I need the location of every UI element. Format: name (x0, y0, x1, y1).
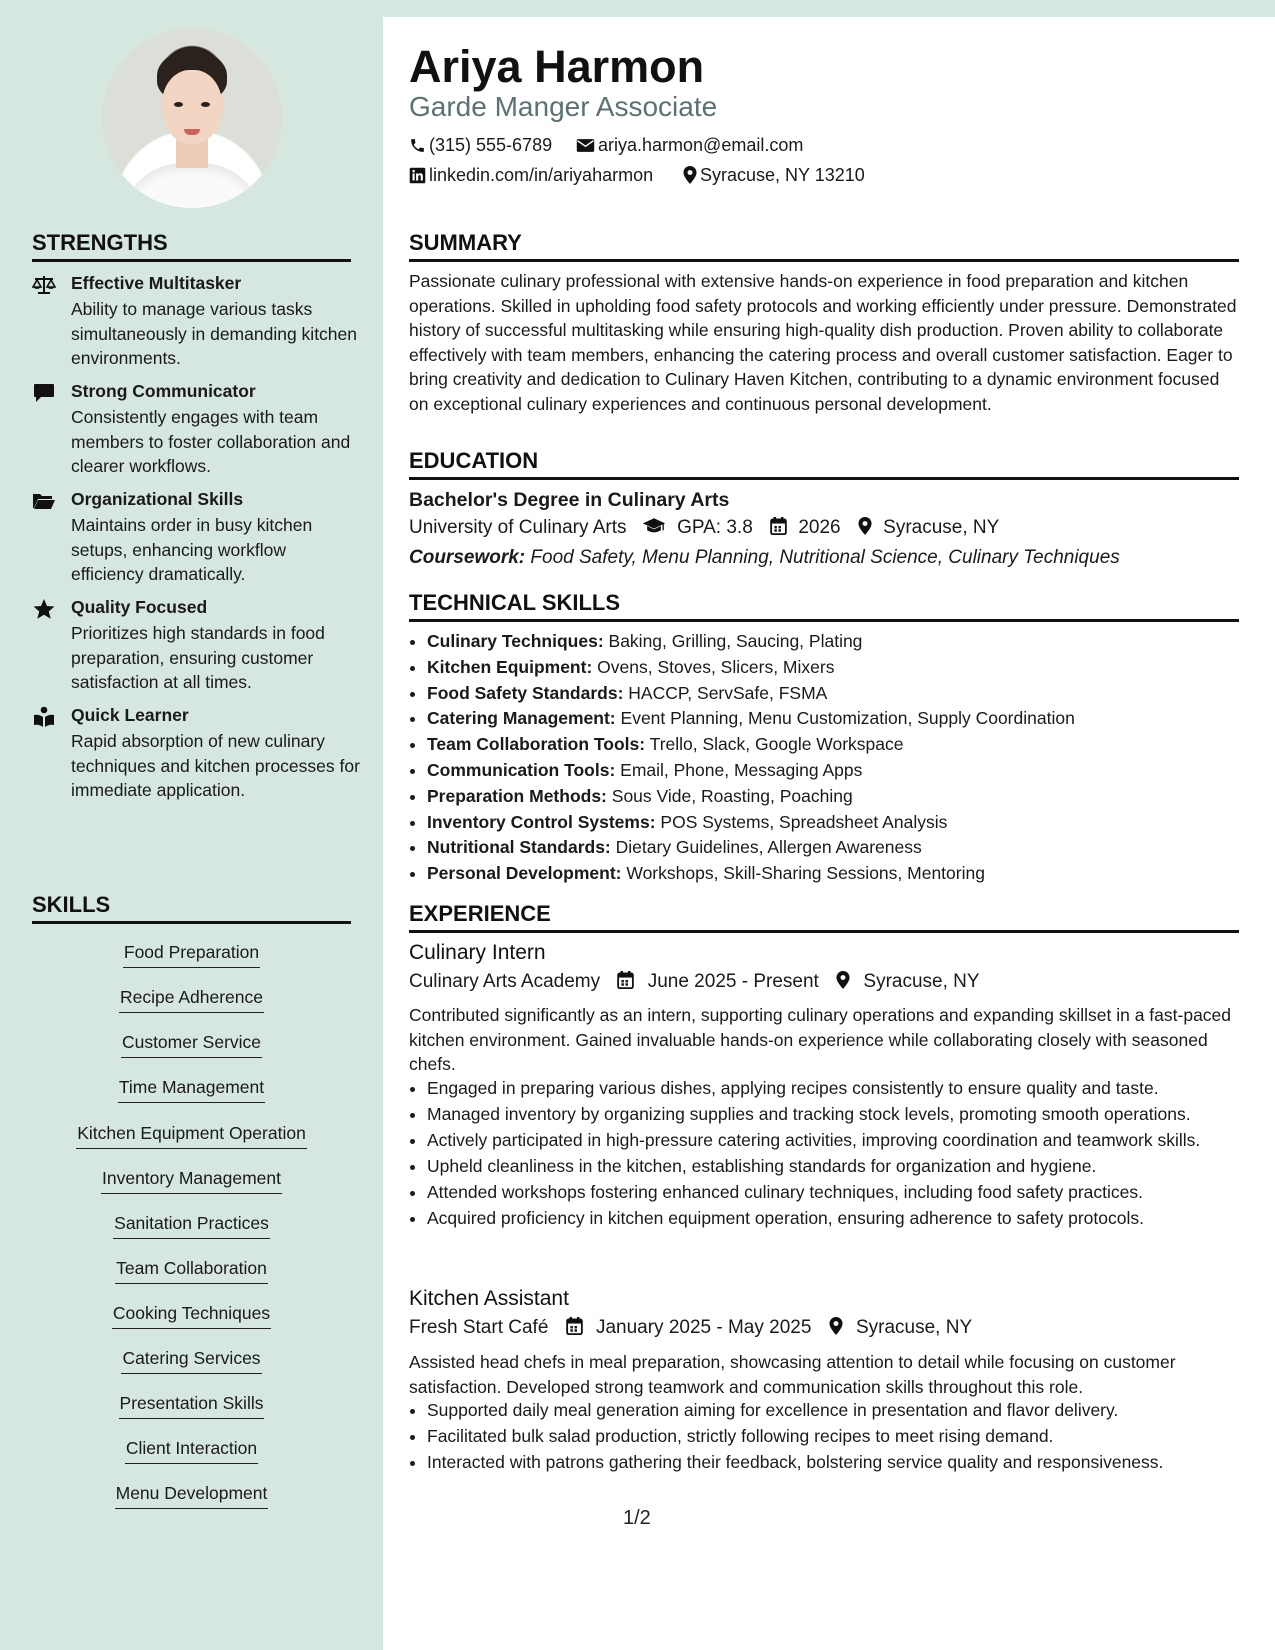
coursework-list: Food Safety, Menu Planning, Nutritional Science, Culinary Techniques (530, 547, 1120, 568)
strength-description: Ability to manage various tasks simultaneously in demanding kitchen environments. (71, 299, 357, 368)
main-content (383, 17, 1275, 1650)
page-number: 1/2 (623, 1507, 651, 1529)
job-bullets (409, 1398, 1239, 1476)
list-item: • Engaged in preparing various dishes, applying recipes consistently to ensure quality and taste. (427, 1076, 1239, 1100)
calendar-icon (770, 517, 787, 535)
skill-tag: Catering Services (30, 1348, 353, 1374)
company-name: Fresh Start Café (409, 1317, 549, 1338)
star-icon (32, 598, 56, 620)
school-name: University of Culinary Arts (409, 517, 627, 538)
job-bullets (409, 1076, 1239, 1232)
skill-tag: Team Collaboration (30, 1258, 353, 1284)
job-details (409, 1317, 972, 1339)
list-item: • Attended workshops fostering enhanced culinary techniques, including food safety practices. (427, 1180, 1239, 1204)
skill-tag: Food Preparation (30, 942, 353, 968)
job-role: Garde Manger Associate (409, 91, 718, 122)
strength-description: Maintains order in busy kitchen setups, enhancing workflow efficiency dramatically. (71, 515, 313, 584)
education-heading: EDUCATION (409, 448, 1239, 480)
strength-description: Rapid absorption of new culinary techniques and kitchen processes for immediate application. (71, 731, 360, 800)
strength-title: Organizational Skills (71, 489, 244, 509)
degree-title: Bachelor's Degree in Culinary Arts (409, 489, 730, 511)
education-location: Syracuse, NY (883, 517, 1000, 538)
folder-open-icon (32, 490, 56, 512)
map-pin-icon (683, 166, 697, 184)
list-item: • Upheld cleanliness in the kitchen, establishing standards for organization and hygiene. (427, 1154, 1239, 1178)
list-item: • Culinary Techniques: Baking, Grilling, Saucing, Plating (427, 629, 1239, 655)
skill-tag: Kitchen Equipment Operation (30, 1123, 353, 1149)
job-summary: Assisted head chefs in meal preparation, showcasing attention to detail while focusing on customer satisfaction. Developed strong teamwork and communication skills throughout this role. (409, 1352, 1176, 1397)
phone-contact[interactable]: (315) 555-6789 (409, 135, 552, 156)
list-item: • Acquired proficiency in kitchen equipment operation, ensuring adherence to safety protocols. (427, 1206, 1239, 1230)
summary-heading: SUMMARY (409, 230, 1239, 262)
coursework (409, 547, 1120, 569)
strength-title: Quick Learner (71, 705, 189, 725)
linkedin-icon (409, 167, 426, 184)
list-item: • Catering Management: Event Planning, Menu Customization, Supply Coordination (427, 706, 1239, 732)
list-item: • Inventory Control Systems: POS Systems, Spreadsheet Analysis (427, 810, 1239, 836)
skills-heading: SKILLS (32, 892, 351, 924)
company-name: Culinary Arts Academy (409, 971, 601, 992)
skill-tag: Presentation Skills (30, 1393, 353, 1419)
calendar-icon (566, 1317, 583, 1335)
strength-title: Effective Multitasker (71, 273, 242, 293)
graduation-year: 2026 (798, 517, 841, 538)
skill-tag: Customer Service (30, 1032, 353, 1058)
balance-scale-icon (32, 274, 56, 296)
list-item: • Actively participated in high-pressure catering activities, improving coordination and teamwork skills. (427, 1128, 1239, 1152)
coursework-label: Coursework: (409, 547, 526, 568)
job-title: Kitchen Assistant (409, 1287, 569, 1310)
graduation-cap-icon (642, 517, 666, 535)
phone-icon (409, 137, 426, 154)
envelope-icon (576, 137, 595, 154)
job-details (409, 971, 980, 993)
location-contact: Syracuse, NY 13210 (683, 165, 865, 186)
linkedin-contact[interactable]: linkedin.com/in/ariyaharmon (409, 165, 653, 186)
skill-tag: Client Interaction (30, 1438, 353, 1464)
candidate-name: Ariya Harmon (409, 41, 705, 92)
speech-bubble-icon (32, 382, 56, 404)
list-item: • Team Collaboration Tools: Trello, Slack, Google Workspace (427, 732, 1239, 758)
calendar-icon (617, 971, 634, 989)
summary-text: Passionate culinary professional with extensive hands-on experience in food preparation and kitchen operations. Skilled in upholding food safety protocols and working efficiently under pressure. Demonstrated history of successful multitasking while ensuring high-quality dish production. Proven ability to collaborate effectively with team members, enhancing the catering process and overall customer satisfaction. Eager to bring creativity and dedication to Culinary Haven Kitchen, contributing to a dynamic environment focused on exceptional culinary experiences and continuous personal development. (409, 271, 1237, 414)
skill-tag: Recipe Adherence (30, 987, 353, 1013)
strength-title: Quality Focused (71, 597, 208, 617)
list-item: • Managed inventory by organizing supplies and tracking stock levels, promoting smooth operations. (427, 1102, 1239, 1126)
job-summary: Contributed significantly as an intern, supporting culinary operations and expanding skillset in a fast-paced kitchen environment. Gained invaluable hands-on experience while collaborating closely with seasoned chefs. (409, 1005, 1232, 1074)
job-location: Syracuse, NY (855, 1317, 973, 1338)
email-contact[interactable]: ariya.harmon@email.com (576, 135, 803, 156)
strength-description: Prioritizes high standards in food preparation, ensuring customer satisfaction at all times. (71, 623, 325, 692)
job-location: Syracuse, NY (863, 971, 980, 992)
list-item: • Supported daily meal generation aiming for excellence in presentation and flavor delivery. (427, 1398, 1239, 1422)
job-title: Culinary Intern (409, 941, 546, 964)
list-item: • Personal Development: Workshops, Skill-Sharing Sessions, Mentoring (427, 861, 1239, 887)
job-dates: January 2025 - May 2025 (595, 1317, 812, 1338)
strength-description: Consistently engages with team members to foster collaboration and clearer workflows. (71, 407, 351, 476)
strength-title: Strong Communicator (71, 381, 256, 401)
skill-tag: Menu Development (30, 1483, 353, 1509)
sidebar (0, 0, 383, 1650)
strengths-heading: STRENGTHS (32, 230, 351, 262)
list-item: • Facilitated bulk salad production, strictly following recipes to meet rising demand. (427, 1424, 1239, 1448)
map-pin-icon (836, 971, 850, 989)
technical-skills-list (409, 629, 1239, 887)
book-reader-icon (32, 706, 56, 728)
skill-tag: Inventory Management (30, 1168, 353, 1194)
list-item: • Nutritional Standards: Dietary Guidelines, Allergen Awareness (427, 835, 1239, 861)
skill-tag: Cooking Techniques (30, 1303, 353, 1329)
map-pin-icon (858, 517, 872, 535)
experience-heading: EXPERIENCE (409, 901, 1239, 933)
skill-tag: Sanitation Practices (30, 1213, 353, 1239)
list-item: • Communication Tools: Email, Phone, Messaging Apps (427, 758, 1239, 784)
education-details (409, 517, 999, 539)
list-item: • Kitchen Equipment: Ovens, Stoves, Slicers, Mixers (427, 655, 1239, 681)
list-item: • Preparation Methods: Sous Vide, Roasting, Poaching (427, 784, 1239, 810)
technical-skills-heading: TECHNICAL SKILLS (409, 590, 1239, 622)
gpa: GPA: 3.8 (677, 517, 753, 538)
profile-photo (102, 28, 282, 208)
map-pin-icon (829, 1317, 843, 1335)
skill-tag: Time Management (30, 1077, 353, 1103)
list-item: • Interacted with patrons gathering their feedback, bolstering service quality and responsiveness. (427, 1450, 1239, 1474)
list-item: • Food Safety Standards: HACCP, ServSafe, FSMA (427, 681, 1239, 707)
job-dates: June 2025 - Present (647, 971, 819, 992)
